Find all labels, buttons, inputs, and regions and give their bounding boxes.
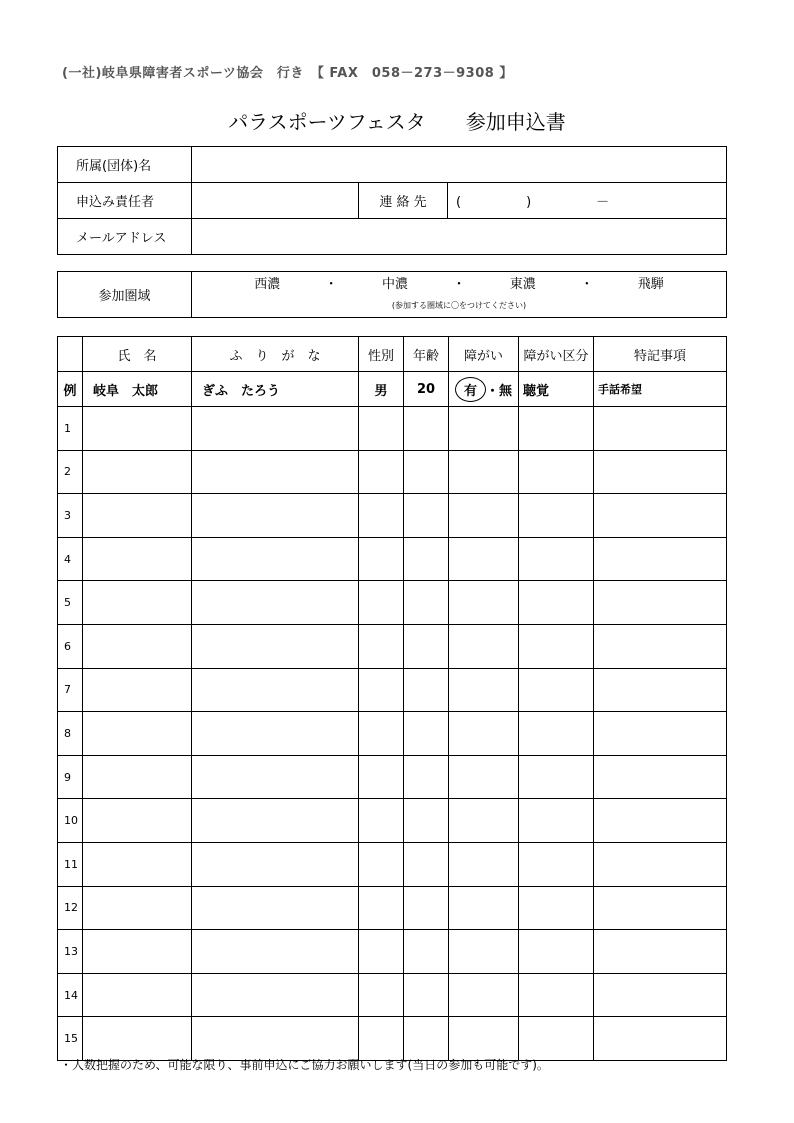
cell-name[interactable] — [83, 799, 192, 843]
cell-disability[interactable] — [449, 799, 519, 843]
table-row — [58, 842, 727, 886]
table-row — [58, 494, 727, 538]
cell-disability[interactable] — [449, 581, 519, 625]
cell-kana[interactable] — [192, 450, 359, 494]
cell-name[interactable] — [83, 886, 192, 930]
cell-age[interactable] — [404, 973, 449, 1017]
cell-sex[interactable] — [359, 407, 404, 451]
example-disability-yes-circled: 有 — [455, 377, 486, 402]
cell-kana[interactable] — [192, 1017, 359, 1061]
cell-age[interactable] — [404, 581, 449, 625]
applicant-info-table — [57, 146, 727, 255]
example-disability — [449, 372, 519, 407]
example-mark: 例 — [58, 372, 83, 407]
cell-disability[interactable] — [449, 668, 519, 712]
col-header-age: 年齢 — [404, 337, 449, 372]
row-number: 6 — [58, 624, 83, 668]
cell-age[interactable] — [404, 755, 449, 799]
cell-sex[interactable] — [359, 450, 404, 494]
cell-kana[interactable] — [192, 755, 359, 799]
cell-notes[interactable] — [594, 581, 727, 625]
cell-category[interactable] — [519, 1017, 594, 1061]
table-row — [58, 537, 727, 581]
participants-table — [57, 336, 727, 1061]
table-row — [58, 1017, 727, 1061]
table-row — [58, 799, 727, 843]
example-sex: 男 — [359, 372, 404, 407]
cell-kana[interactable] — [192, 494, 359, 538]
cell-category[interactable] — [519, 624, 594, 668]
contact-field[interactable]: ( ) － — [448, 183, 727, 219]
contact-label: 連 絡 先 — [359, 183, 448, 219]
row-number: 15 — [58, 1017, 83, 1061]
email-label: メールアドレス — [58, 219, 192, 255]
cell-notes[interactable] — [594, 1017, 727, 1061]
cell-age[interactable] — [404, 930, 449, 974]
row-number: 11 — [58, 842, 83, 886]
col-header-disability: 障がい — [449, 337, 519, 372]
cell-category[interactable] — [519, 799, 594, 843]
example-kana: ぎふ たろう — [192, 372, 359, 407]
cell-disability[interactable] — [449, 450, 519, 494]
table-row — [58, 581, 727, 625]
col-header-kana: ふ り が な — [192, 337, 359, 372]
cell-name[interactable] — [83, 668, 192, 712]
cell-notes[interactable] — [594, 450, 727, 494]
page-title: パラスポーツフェスタ 参加申込書 — [228, 110, 566, 134]
cell-sex[interactable] — [359, 494, 404, 538]
cell-disability[interactable] — [449, 494, 519, 538]
cell-sex[interactable] — [359, 842, 404, 886]
cell-disability[interactable] — [449, 973, 519, 1017]
row-number: 12 — [58, 886, 83, 930]
cell-category[interactable] — [519, 886, 594, 930]
cell-notes[interactable] — [594, 537, 727, 581]
cell-age[interactable] — [404, 624, 449, 668]
footer-note: ・人数把握のため、可能な限り、事前申込にご協力お願いします(当日の参加も可能です)。 — [60, 1058, 549, 1072]
example-name: 岐阜 太郎 — [83, 372, 192, 407]
example-disability-no: 無 — [499, 383, 513, 399]
row-number: 1 — [58, 407, 83, 451]
region-separator: ・ — [580, 276, 594, 292]
row-number: 14 — [58, 973, 83, 1017]
cell-sex[interactable] — [359, 799, 404, 843]
cell-kana[interactable] — [192, 624, 359, 668]
region-table — [57, 271, 727, 318]
cell-category[interactable] — [519, 450, 594, 494]
region-seino[interactable]: 西濃 — [254, 276, 281, 292]
table-row — [58, 712, 727, 756]
cell-notes[interactable] — [594, 930, 727, 974]
cell-name[interactable] — [83, 1017, 192, 1061]
cell-sex[interactable] — [359, 973, 404, 1017]
cell-kana[interactable] — [192, 712, 359, 756]
cell-sex[interactable] — [359, 581, 404, 625]
cell-disability[interactable] — [449, 407, 519, 451]
region-hida[interactable]: 飛騨 — [637, 276, 664, 292]
region-separator: ・ — [452, 276, 466, 292]
table-row — [58, 624, 727, 668]
cell-notes[interactable] — [594, 407, 727, 451]
row-number: 2 — [58, 450, 83, 494]
row-number: 9 — [58, 755, 83, 799]
region-label: 参加圏域 — [58, 272, 192, 318]
org-field[interactable] — [192, 147, 727, 183]
cell-category[interactable] — [519, 537, 594, 581]
table-row — [58, 668, 727, 712]
cell-kana[interactable] — [192, 886, 359, 930]
cell-name[interactable] — [83, 755, 192, 799]
cell-sex[interactable] — [359, 624, 404, 668]
cell-name[interactable] — [83, 581, 192, 625]
cell-category[interactable] — [519, 581, 594, 625]
cell-name[interactable] — [83, 930, 192, 974]
cell-category[interactable] — [519, 494, 594, 538]
cell-sex[interactable] — [359, 930, 404, 974]
email-field[interactable] — [192, 219, 727, 255]
applicant-field[interactable] — [192, 183, 359, 219]
col-header-notes: 特記事項 — [594, 337, 727, 372]
table-header-row — [58, 337, 727, 372]
row-number: 5 — [58, 581, 83, 625]
cell-notes[interactable] — [594, 712, 727, 756]
cell-age[interactable] — [404, 494, 449, 538]
cell-age[interactable] — [404, 537, 449, 581]
cell-category[interactable] — [519, 973, 594, 1017]
cell-notes[interactable] — [594, 494, 727, 538]
cell-category[interactable] — [519, 712, 594, 756]
cell-category[interactable] — [519, 930, 594, 974]
cell-name[interactable] — [83, 712, 192, 756]
cell-age[interactable] — [404, 886, 449, 930]
cell-name[interactable] — [83, 407, 192, 451]
cell-name[interactable] — [83, 494, 192, 538]
cell-disability[interactable] — [449, 537, 519, 581]
example-row — [58, 372, 727, 407]
row-number: 4 — [58, 537, 83, 581]
cell-disability[interactable] — [449, 624, 519, 668]
table-row — [58, 930, 727, 974]
cell-notes[interactable] — [594, 668, 727, 712]
cell-disability[interactable] — [449, 930, 519, 974]
cell-disability[interactable] — [449, 712, 519, 756]
row-number: 10 — [58, 799, 83, 843]
cell-sex[interactable] — [359, 1017, 404, 1061]
fax-destination: (一社)岐阜県障害者スポーツ協会 行き 【 FAX 058－273－9308 】 — [62, 66, 513, 81]
cell-name[interactable] — [83, 537, 192, 581]
cell-age[interactable] — [404, 712, 449, 756]
cell-notes[interactable] — [594, 624, 727, 668]
cell-sex[interactable] — [359, 668, 404, 712]
table-row — [58, 755, 727, 799]
cell-notes[interactable] — [594, 886, 727, 930]
cell-category[interactable] — [519, 842, 594, 886]
col-header-disability-category: 障がい区分 — [519, 337, 594, 372]
cell-kana[interactable] — [192, 799, 359, 843]
org-label: 所属(団体)名 — [58, 147, 192, 183]
region-separator: ・ — [324, 276, 338, 292]
cell-name[interactable] — [83, 624, 192, 668]
cell-kana[interactable] — [192, 930, 359, 974]
cell-age[interactable] — [404, 1017, 449, 1061]
cell-notes[interactable] — [594, 842, 727, 886]
row-number: 7 — [58, 668, 83, 712]
table-row — [58, 450, 727, 494]
example-notes: 手話希望 — [594, 372, 727, 407]
cell-notes[interactable] — [594, 755, 727, 799]
table-row — [58, 973, 727, 1017]
cell-age[interactable] — [404, 842, 449, 886]
cell-kana[interactable] — [192, 668, 359, 712]
cell-sex[interactable] — [359, 537, 404, 581]
cell-age[interactable] — [404, 450, 449, 494]
applicant-label: 申込み責任者 — [58, 183, 192, 219]
cell-disability[interactable] — [449, 1017, 519, 1061]
cell-kana[interactable] — [192, 973, 359, 1017]
cell-age[interactable] — [404, 799, 449, 843]
example-category: 聴覚 — [519, 372, 594, 407]
region-note: (参加する圏域に〇をつけてください) — [391, 300, 527, 310]
region-options — [192, 273, 726, 292]
cell-category[interactable] — [519, 407, 594, 451]
example-age: 20 — [404, 372, 449, 407]
region-chuno[interactable]: 中濃 — [382, 276, 409, 292]
example-disability-separator: ・ — [485, 383, 499, 399]
col-header-number — [58, 337, 83, 372]
cell-category[interactable] — [519, 755, 594, 799]
cell-age[interactable] — [404, 407, 449, 451]
cell-age[interactable] — [404, 668, 449, 712]
cell-kana[interactable] — [192, 581, 359, 625]
cell-disability[interactable] — [449, 842, 519, 886]
col-header-sex: 性別 — [359, 337, 404, 372]
cell-name[interactable] — [83, 450, 192, 494]
cell-name[interactable] — [83, 842, 192, 886]
table-row — [58, 407, 727, 451]
cell-sex[interactable] — [359, 712, 404, 756]
row-number: 8 — [58, 712, 83, 756]
cell-sex[interactable] — [359, 886, 404, 930]
cell-notes[interactable] — [594, 973, 727, 1017]
cell-notes[interactable] — [594, 799, 727, 843]
table-row — [58, 886, 727, 930]
cell-kana[interactable] — [192, 842, 359, 886]
region-tono[interactable]: 東濃 — [509, 276, 536, 292]
cell-category[interactable] — [519, 668, 594, 712]
cell-disability[interactable] — [449, 755, 519, 799]
row-number: 13 — [58, 930, 83, 974]
cell-kana[interactable] — [192, 537, 359, 581]
cell-name[interactable] — [83, 973, 192, 1017]
cell-kana[interactable] — [192, 407, 359, 451]
col-header-name: 氏 名 — [83, 337, 192, 372]
cell-disability[interactable] — [449, 886, 519, 930]
row-number: 3 — [58, 494, 83, 538]
cell-sex[interactable] — [359, 755, 404, 799]
